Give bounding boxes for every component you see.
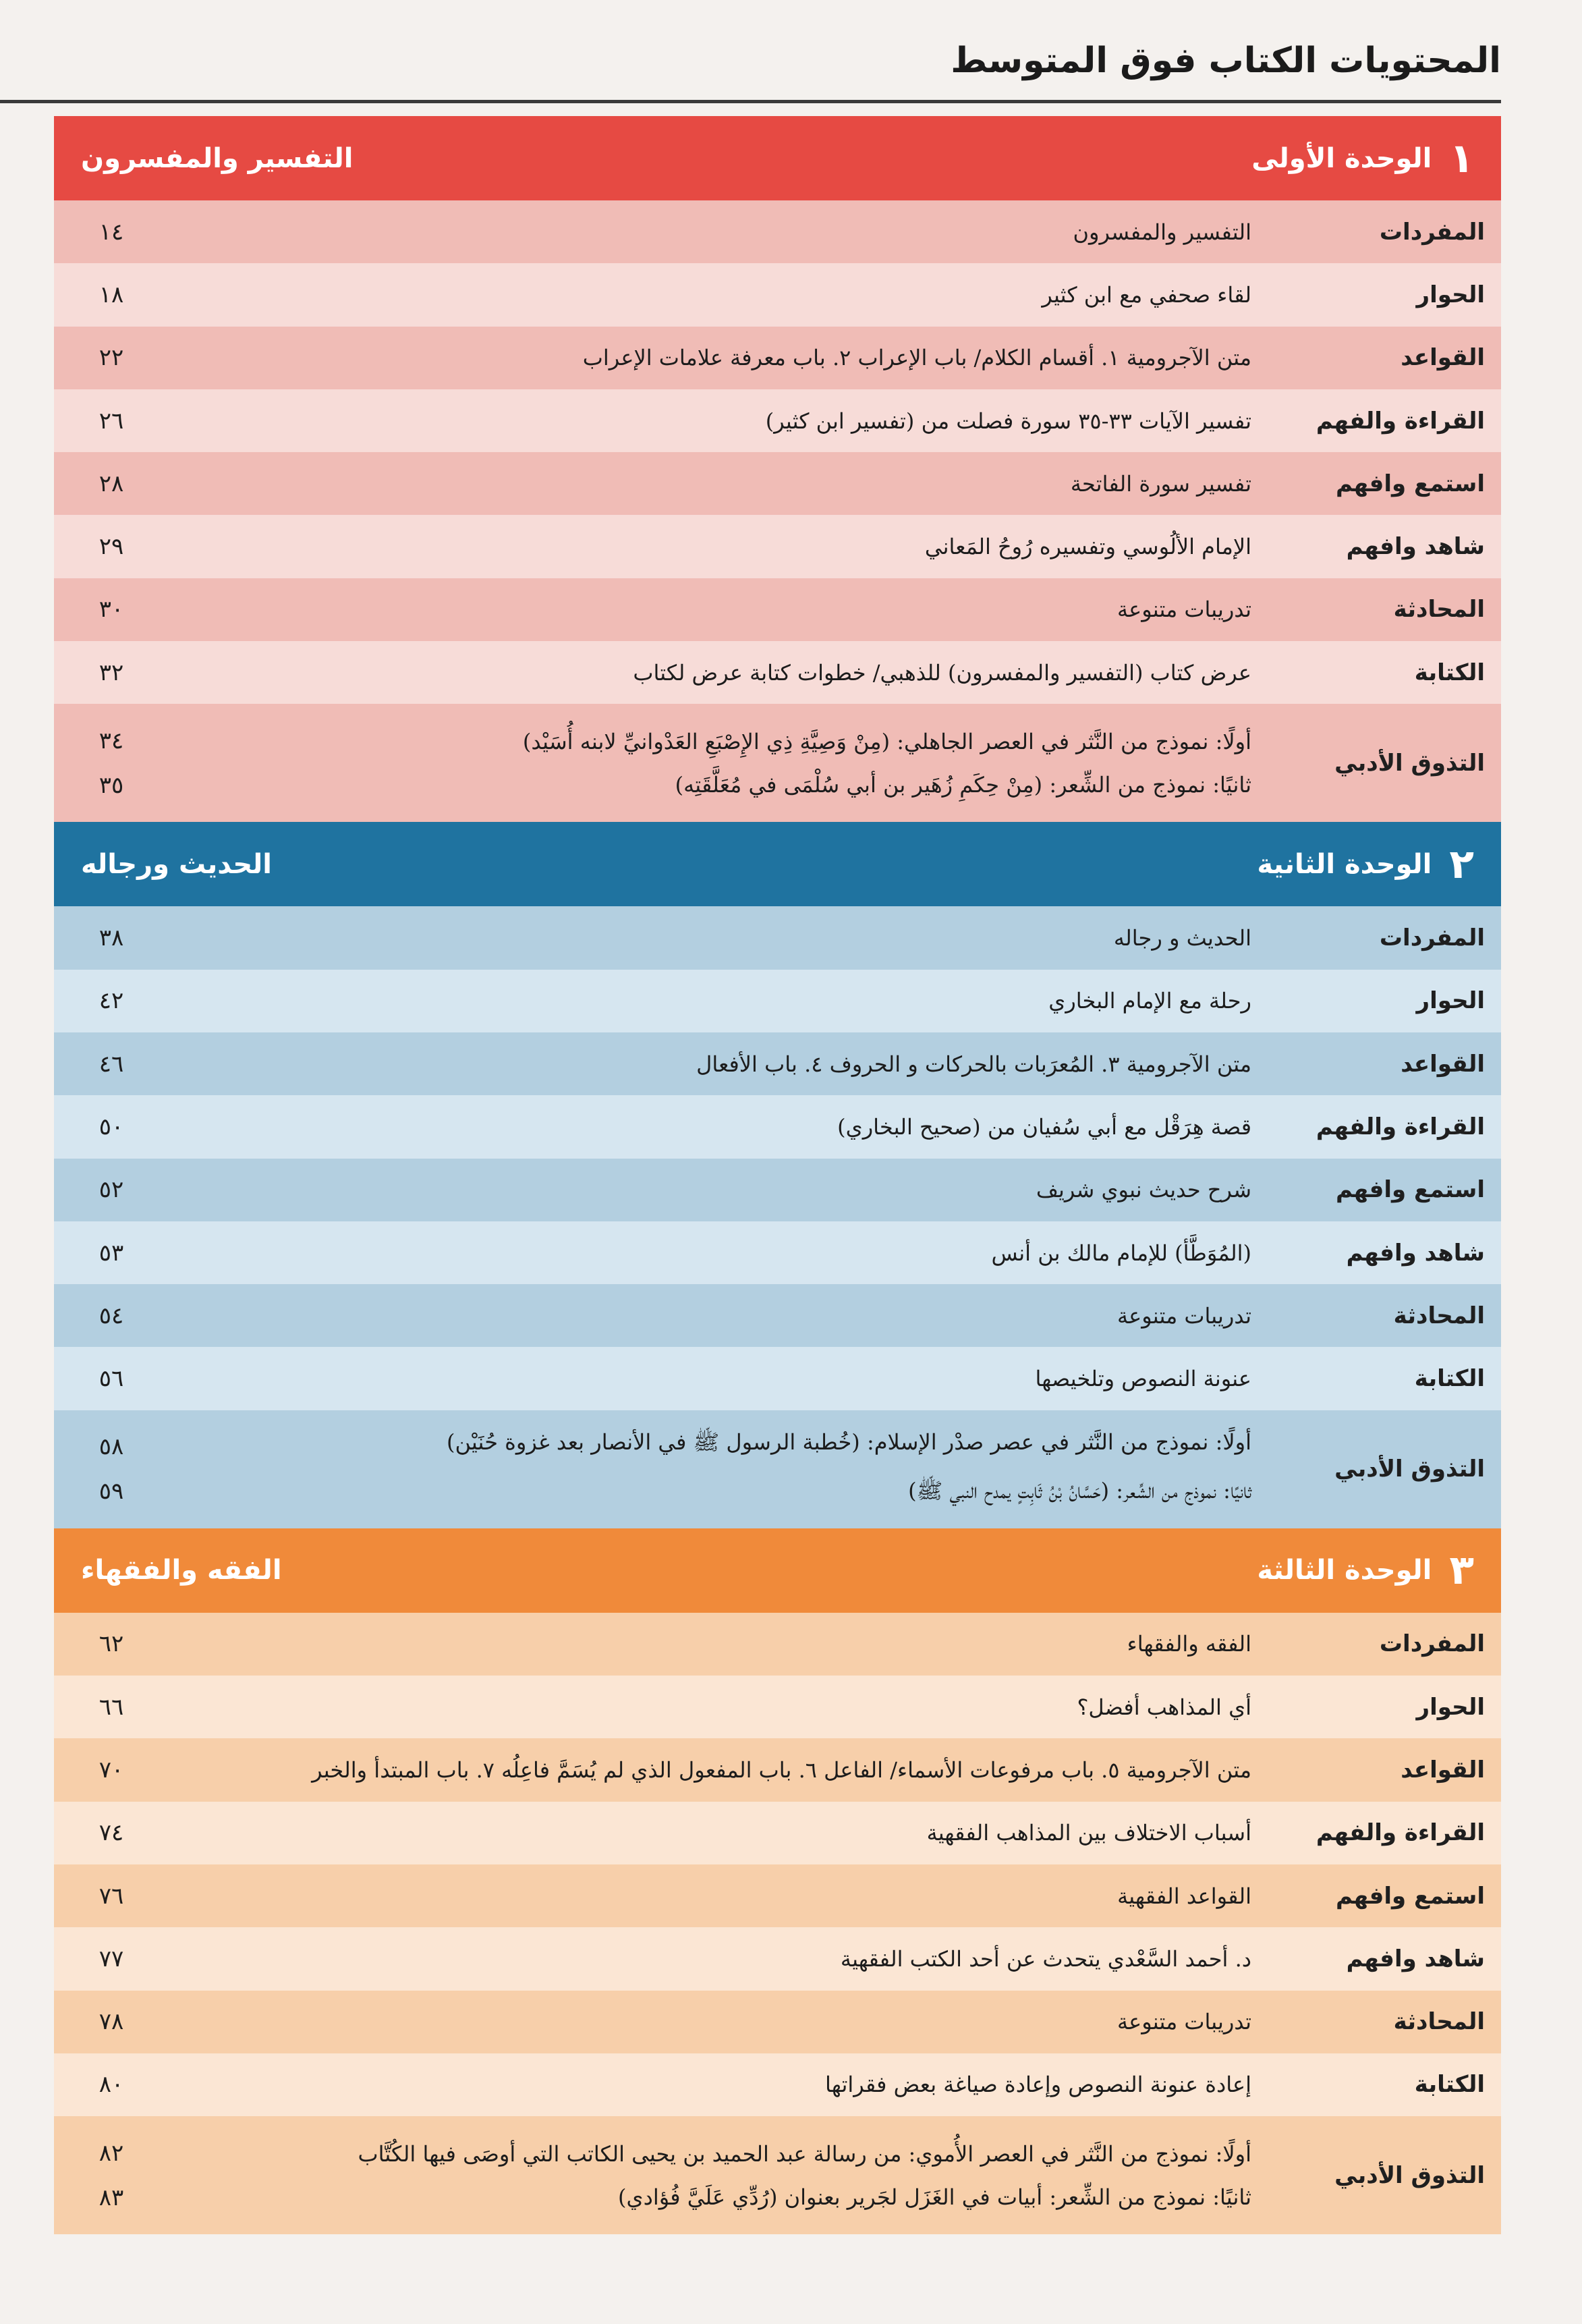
row-description-line: متن الآجرومية ١. أقسام الكلام/ باب الإعراب ٢. باب معرفة علامات الإعراب: [582, 345, 1251, 371]
row-description: [169, 1694, 1251, 1720]
row-description-line: تدريبات متنوعة: [1117, 2009, 1251, 2035]
row-description: [169, 345, 1251, 370]
row-page-numbers: [54, 1113, 169, 1140]
page-number: ٣٠: [98, 596, 124, 624]
page-number: ٥٤: [98, 1302, 124, 1329]
page-number: ٣٤: [98, 727, 124, 754]
unit-number: ٢: [1449, 840, 1474, 888]
contents-row: [54, 1802, 1501, 1864]
row-description-line: تفسير الآيات ٣٣-٣٥ سورة فصلت من (تفسير ابن كثير): [765, 408, 1251, 434]
page-number: ٥٨: [98, 1433, 124, 1461]
row-description: [169, 1631, 1251, 1657]
contents-table: [54, 116, 1501, 2234]
row-page-numbers: [54, 1756, 169, 1783]
row-description: [169, 1883, 1251, 1909]
row-description-line: متن الآجرومية ٣. المُعرَبات بالحركات و الحروف ٤. باب الأفعال: [696, 1051, 1251, 1077]
unit-section: [54, 116, 1501, 822]
row-page-numbers: [54, 219, 169, 246]
page-number: ٣٨: [98, 924, 124, 952]
row-page-numbers: [54, 1694, 169, 1721]
unit-section: [54, 822, 1501, 1528]
row-description-line: تدريبات متنوعة: [1117, 1302, 1251, 1329]
row-description: [169, 219, 1251, 245]
unit-heading: [1251, 135, 1474, 182]
page-number: ٢٨: [98, 470, 124, 497]
unit-title: الوحدة الأولى: [1251, 142, 1432, 174]
row-category: الحوار: [1416, 1693, 1485, 1721]
contents-row: [54, 1221, 1501, 1284]
row-description: [169, 2141, 1251, 2210]
row-page-numbers: [54, 2140, 169, 2211]
page-title: المحتويات الكتاب فوق المتوسط: [951, 40, 1501, 81]
unit-title: الوحدة الثانية: [1257, 848, 1432, 880]
row-description: [169, 1114, 1251, 1140]
row-description-line: ثانيًا: نموذج من الشِّعر: (حَسَّانُ بْنُ ثَابِتٍ يمدح النبي ﷺ): [908, 1478, 1251, 1504]
row-description-line: أسباب الاختلاف بين المذاهب الفقهية: [926, 1820, 1251, 1846]
contents-row: [54, 1991, 1501, 2053]
row-description-line: رحلة مع الإمام البخاري: [1048, 988, 1251, 1014]
row-category: التذوق الأدبي: [1334, 749, 1485, 777]
row-category: التذوق الأدبي: [1334, 2161, 1485, 2189]
unit-subject: الفقه والفقهاء: [81, 1555, 282, 1586]
row-description-line: الحديث و رجاله: [1113, 925, 1251, 951]
row-description-line: التفسير والمفسرون: [1073, 219, 1251, 245]
page-number: ٧٤: [98, 1819, 124, 1847]
unit-section: [54, 1528, 1501, 2234]
row-category: استمع وافهم: [1336, 1882, 1485, 1910]
row-page-numbers: [54, 596, 169, 623]
page-number: ٥٢: [98, 1176, 124, 1204]
row-page-numbers: [54, 533, 169, 560]
contents-row: [54, 1864, 1501, 1927]
row-category: استمع وافهم: [1336, 1176, 1485, 1204]
row-category: القواعد: [1401, 1050, 1485, 1078]
unit-rows: [54, 1613, 1501, 2234]
row-category: شاهد وافهم: [1346, 1945, 1485, 1972]
row-category: المفردات: [1379, 218, 1485, 246]
row-description: [169, 2072, 1251, 2097]
row-page-numbers: [54, 281, 169, 308]
row-description-line: د. أحمد السَّعْدي يتحدث عن أحد الكتب الفقهية: [840, 1945, 1251, 1972]
contents-row: [54, 452, 1501, 515]
contents-row: [54, 1410, 1501, 1528]
row-description-line: الإمام الألُوسي وتفسيره رُوحُ المَعاني: [924, 534, 1251, 560]
unit-title: الوحدة الثالثة: [1257, 1555, 1432, 1586]
row-page-numbers: [54, 659, 169, 686]
page-number: ١٨: [98, 281, 124, 308]
row-category: شاهد وافهم: [1346, 1239, 1485, 1267]
row-description-line: متن الآجرومية ٥. باب مرفوعات الأسماء/ الفاعل ٦. باب المفعول الذي لم يُسَمَّ فاعِلُه ٧. باب المبتدأ والخبر: [312, 1756, 1251, 1783]
row-page-numbers: [54, 2071, 169, 2098]
contents-row: [54, 906, 1501, 969]
contents-row: [54, 641, 1501, 704]
row-description-line: قصة هِرَقْل مع أبي سُفيان من (صحيح البخاري): [837, 1113, 1251, 1140]
row-description: [169, 988, 1251, 1014]
row-description-line: عرض كتاب (التفسير والمفسرون) للذهبي/ خطوات كتابة عرض لكتاب: [633, 659, 1251, 686]
row-category: المفردات: [1379, 924, 1485, 952]
row-description-line: إعادة عنونة النصوص وإعادة صياغة بعض فقراتها: [824, 2072, 1251, 2098]
page-number: ٧٦: [98, 1882, 124, 1910]
contents-row: [54, 327, 1501, 389]
row-description-line: أولًا: نموذج من النَّثر في العصر الجاهلي: (مِنْ وَصِيَّةِ ذِي الإِصْبَعِ العَدْوانيِّ لابنه أُسَيْد): [522, 728, 1251, 754]
contents-row: [54, 1095, 1501, 1158]
contents-row: [54, 1159, 1501, 1221]
row-description-line: شرح حديث نبوي شريف: [1036, 1177, 1251, 1203]
row-page-numbers: [54, 344, 169, 371]
unit-heading: [1257, 1547, 1474, 1594]
page-number: ٦٢: [98, 1630, 124, 1658]
page-number: ٧٨: [98, 2008, 124, 2036]
row-description: [169, 1820, 1251, 1846]
row-category: المحادثة: [1393, 1302, 1485, 1329]
page-number: ٥٦: [98, 1365, 124, 1393]
contents-row: [54, 578, 1501, 641]
row-page-numbers: [54, 924, 169, 951]
contents-row: [54, 200, 1501, 263]
row-description: [169, 282, 1251, 308]
unit-number: ١: [1449, 134, 1474, 182]
row-category: المحادثة: [1393, 2008, 1485, 2036]
row-description: [169, 1366, 1251, 1391]
row-category: الحوار: [1416, 987, 1485, 1015]
page-number: ٧٠: [98, 1756, 124, 1783]
unit-header: [54, 116, 1501, 200]
row-category: المفردات: [1379, 1630, 1485, 1658]
contents-row: [54, 2116, 1501, 2234]
unit-rows: [54, 906, 1501, 1528]
row-description: [169, 2009, 1251, 2035]
row-category: الكتابة: [1414, 1365, 1485, 1393]
row-description-line: تفسير سورة الفاتحة: [1070, 470, 1251, 497]
page-number: ٦٦: [98, 1693, 124, 1721]
contents-row: [54, 1284, 1501, 1347]
unit-rows: [54, 200, 1501, 822]
page-number: ٣٥: [98, 771, 124, 799]
row-page-numbers: [54, 408, 169, 435]
row-description: [169, 1303, 1251, 1329]
page-number: ٨٣: [98, 2184, 124, 2211]
page-number: ٥٠: [98, 1113, 124, 1140]
row-category: التذوق الأدبي: [1334, 1456, 1485, 1483]
row-description-line: أولًا: نموذج من النَّثر في عصر صدْر الإسلام: (خُطبة الرسول ﷺ في الأنصار بعد غزوة حُنَيْن): [447, 1429, 1251, 1456]
contents-row: [54, 389, 1501, 452]
row-description: [169, 1240, 1251, 1266]
row-page-numbers: [54, 727, 169, 799]
row-description-line: ثانيًا: نموذج من الشِّعر: (مِنْ حِكَمِ زُهَير بن أبي سُلْمَى في مُعَلَّقَتِه): [675, 771, 1251, 798]
row-category: الكتابة: [1414, 2071, 1485, 2099]
row-description: [169, 1757, 1251, 1783]
row-description: [169, 471, 1251, 497]
contents-row: [54, 515, 1501, 578]
contents-row: [54, 2053, 1501, 2116]
contents-row: [54, 704, 1501, 822]
row-category: القراءة والفهم: [1316, 1819, 1485, 1847]
row-page-numbers: [54, 1365, 169, 1392]
row-description: [169, 408, 1251, 434]
row-page-numbers: [54, 1433, 169, 1505]
page-number: ٨٠: [98, 2071, 124, 2099]
row-page-numbers: [54, 1883, 169, 1910]
row-page-numbers: [54, 1176, 169, 1203]
page-number: ٤٢: [98, 987, 124, 1015]
row-description: [169, 1429, 1251, 1509]
row-category: القراءة والفهم: [1316, 407, 1485, 435]
row-page-numbers: [54, 1945, 169, 1972]
row-page-numbers: [54, 2008, 169, 2035]
contents-row: [54, 1347, 1501, 1410]
row-page-numbers: [54, 1240, 169, 1267]
unit-subject: الحديث ورجاله: [81, 848, 272, 880]
row-category: شاهد وافهم: [1346, 533, 1485, 561]
row-category: الكتابة: [1414, 659, 1485, 686]
page-number: ٢٩: [98, 533, 124, 561]
row-description-line: تدريبات متنوعة: [1117, 597, 1251, 623]
row-page-numbers: [54, 1819, 169, 1846]
page-number: ٢٦: [98, 407, 124, 435]
row-description-line: أي المذاهب أفضل؟: [1077, 1694, 1251, 1720]
header-rule: [0, 100, 1501, 103]
row-description: [169, 597, 1251, 622]
row-description: [169, 534, 1251, 559]
unit-header: [54, 1528, 1501, 1613]
contents-row: [54, 1676, 1501, 1738]
row-description-line: القواعد الفقهية: [1117, 1883, 1251, 1909]
unit-subject: التفسير والمفسرون: [81, 142, 354, 174]
row-category: استمع وافهم: [1336, 470, 1485, 497]
unit-header: [54, 822, 1501, 906]
page-number: ٥٩: [98, 1478, 124, 1505]
row-description: [169, 1177, 1251, 1202]
row-page-numbers: [54, 1630, 169, 1657]
page-number: ٢٢: [98, 344, 124, 372]
row-description-line: عنونة النصوص وتلخيصها: [1035, 1366, 1251, 1392]
row-description-line: لقاء صحفي مع ابن كثير: [1042, 281, 1251, 308]
contents-row: [54, 263, 1501, 326]
row-page-numbers: [54, 470, 169, 497]
page-number: ٤٦: [98, 1050, 124, 1078]
row-description: [169, 729, 1251, 798]
page-number: ٣٢: [98, 659, 124, 686]
contents-row: [54, 1927, 1501, 1990]
row-page-numbers: [54, 1302, 169, 1329]
row-category: القواعد: [1401, 344, 1485, 372]
row-description-line: أولًا: نموذج من النَّثر في العصر الأُموي: من رسالة عبد الحميد بن يحيى الكاتب التي أوصَى فيها الكُتَّاب: [358, 2140, 1251, 2167]
row-description-line: ثانيًا: نموذج من الشِّعر: أبيات في الغَزَل لجَرير بعنوان (رُدِّي عَلَيَّ فُؤادي): [618, 2184, 1251, 2210]
row-description-line: (المُوَطَّأ) للإمام مالك بن أنس: [991, 1240, 1251, 1266]
row-description: [169, 925, 1251, 951]
page-number: ١٤: [98, 218, 124, 246]
page-number: ٥٣: [98, 1239, 124, 1267]
row-description: [169, 1946, 1251, 1972]
page-number: ٧٧: [98, 1945, 124, 1972]
row-description: [169, 1051, 1251, 1077]
row-category: الحوار: [1416, 281, 1485, 308]
row-category: القراءة والفهم: [1316, 1113, 1485, 1140]
row-page-numbers: [54, 1051, 169, 1078]
unit-number: ٣: [1449, 1547, 1474, 1595]
contents-row: [54, 1613, 1501, 1676]
row-description: [169, 660, 1251, 686]
contents-row: [54, 1738, 1501, 1801]
row-description-line: الفقه والفقهاء: [1127, 1631, 1251, 1657]
row-category: القواعد: [1401, 1756, 1485, 1783]
row-category: المحادثة: [1393, 596, 1485, 624]
page-number: ٨٢: [98, 2139, 124, 2167]
unit-heading: [1257, 841, 1474, 888]
row-page-numbers: [54, 987, 169, 1014]
contents-row: [54, 970, 1501, 1032]
contents-row: [54, 1032, 1501, 1095]
